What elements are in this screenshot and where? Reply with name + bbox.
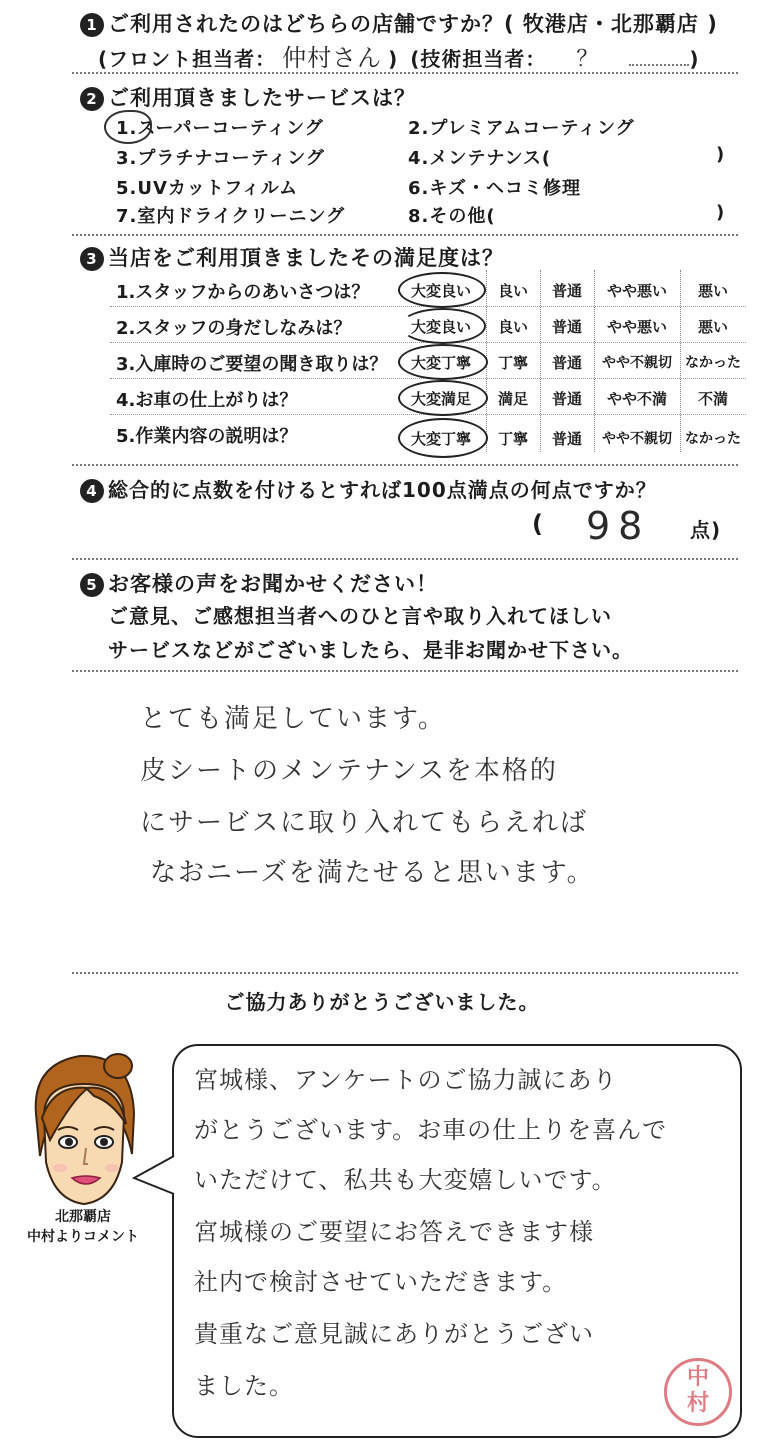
service-7: 7.室内ドライクリーニング [116,206,346,227]
rating-row-1-opt-3: 普通 [551,282,582,300]
rating-row-4-label: 4.お車の仕上がりは？ [116,390,298,411]
front-staff-label: (フロント担当者： [98,47,277,71]
thanks-message: ご協力ありがとうございました。 [224,990,540,1014]
stamp-char-2: 村 [686,1391,709,1416]
q4-number-badge: 4 [80,479,104,503]
rating-row-5-opt-2: 丁寧 [497,430,528,448]
rating-row-2-opt-4: やや悪い [606,318,667,336]
speech-bubble-tail [132,1152,176,1202]
tech-staff-value: ？ [576,47,600,72]
tech-staff-label: (技術担当者： [410,47,547,71]
q1-number-badge: 1 [80,13,104,37]
separator-1 [72,72,738,74]
rating-row-5-opt-5: なかった [685,431,741,447]
q3-question [80,242,504,272]
rating-row-3-opt-2: 丁寧 [497,354,528,372]
staff-caption-1: 北那覇店 [55,1209,111,1225]
rating-row-2-selection-circle [400,308,486,344]
service-6: 6.キズ・ヘコミ修理 [408,178,582,199]
service-1-circle-mark [104,110,152,144]
q5-sub-1: ご意見、ご感想担当者へのひと言や取り入れてほしい [108,604,612,628]
rating-row-5-selection-circle [398,418,488,458]
q2-number-badge: 2 [80,87,104,111]
separator-6 [72,972,738,974]
q4-score-value: 98 [586,504,651,548]
q4-score-unit: 点) [690,518,722,542]
q1-staff-line [98,38,700,73]
q4-question-text: 総合的に点数を付けるとすれば100点満点の何点ですか？ [108,478,657,502]
rating-row-2-opt-3: 普通 [551,318,582,336]
rating-row-2-opt-5: 悪い [697,318,728,336]
q4-score-open: ( [532,510,544,538]
staff-caption-2: 中村よりコメント [27,1229,139,1245]
q5-question [80,568,438,598]
tech-staff-blank [629,64,689,66]
rating-row-2-label: 2.スタッフの身だしなみは？ [116,318,352,339]
front-staff-value: 仲村さん [282,44,383,72]
rating-row-4-opt-2: 満足 [497,390,528,408]
rating-row-4-opt-5: 不満 [697,390,728,408]
service-8: 8.その他( [408,206,496,227]
rating-row-5-label: 5.作業内容の説明は？ [116,426,298,447]
customer-comment-line-4: なおニーズを満たせると思います。 [150,858,595,888]
staff-reply-line-5: 社内で検討させていただきます。 [194,1268,568,1296]
customer-comment-line-2: 皮シートのメンテナンスを本格的 [140,756,558,786]
rating-row-5-opt-4: やや不親切 [602,431,672,447]
q5-sub-2: サービスなどがございましたら、是非お聞かせ下さい。 [108,638,633,662]
separator-5 [72,670,738,672]
rating-row-1-label: 1.スタッフからのあいさつは？ [116,282,370,303]
rating-row-1-opt-2: 良い [497,282,528,300]
rating-row-5-opt-1: 大変丁寧 [410,430,471,448]
staff-avatar [14,1044,150,1220]
q1-question [80,8,718,38]
customer-comment-line-3: にサービスに取り入れてもらえれば [140,808,589,838]
q3-number-badge: 3 [80,247,104,271]
rating-row-1-selection-circle [398,272,486,308]
rating-row-2-opt-1: 大変良い [410,318,471,336]
service-8-close: ) [716,202,726,223]
rating-row-1-opt-4: やや悪い [606,282,667,300]
rating-row-3-opt-3: 普通 [551,354,582,372]
staff-avatar-illustration [14,1044,150,1220]
separator-2 [72,234,738,236]
staff-reply-line-2: がとうございます。お車の仕上りを喜んで [194,1116,668,1144]
staff-reply-line-3: いただけて、私共も大変嬉しいです。 [194,1166,617,1194]
rating-row-3-opt-5: なかった [685,355,741,371]
customer-comment-line-1: とても満足しています。 [140,704,446,734]
rating-row-3-opt-4: やや不親切 [602,355,672,371]
rating-row-4-opt-4: やや不満 [606,390,667,408]
rating-row-3-label: 3.入庫時のご要望の聞き取りは？ [116,354,388,375]
q1-question-text: ご利用されたのはどちらの店舗ですか？( 牧港店・北那覇店 ) [108,12,718,36]
rating-row-4-opt-1: 大変満足 [410,390,471,408]
rating-row-1-opt-1: 大変良い [410,282,471,300]
rating-row-3-opt-1: 大変丁寧 [410,354,471,372]
separator-3 [72,464,738,466]
service-4-close: ) [716,144,726,165]
q5-number-badge: 5 [80,573,104,597]
rating-row-1-opt-5: 悪い [697,282,728,300]
service-2: 2.プレミアムコーティング [408,118,635,139]
q2-question [80,82,416,112]
q5-question-text: お客様の声をお聞かせください！ [108,572,438,596]
service-3: 3.プラチナコーティング [116,148,325,169]
staff-reply-line-7: ました。 [194,1372,294,1400]
name-stamp [664,1358,732,1426]
staff-reply-line-6: 貴重なご意見誠にありがとうござい [194,1320,594,1348]
rating-row-3-selection-circle [398,344,488,380]
service-1: 1.スーパーコーティング [116,118,324,139]
service-5: 5.UVカットフィルム [116,178,299,199]
q4-question [80,474,657,503]
rating-row-4-opt-3: 普通 [551,390,582,408]
rating-row-5-opt-3: 普通 [551,430,582,448]
tech-staff-close: ) [689,47,700,71]
rating-row-2-opt-2: 良い [497,318,528,336]
front-staff-close: ) [388,47,399,71]
staff-reply-line-1: 宮城様、アンケートのご協力誠にあり [194,1066,618,1094]
staff-reply-line-4: 宮城様のご要望にお答えできます様 [194,1218,594,1246]
rating-row-4-selection-circle [398,380,488,416]
q3-question-text: 当店をご利用頂きましたその満足度は？ [108,246,504,270]
service-4: 4.メンテナンス( [408,148,552,169]
separator-4 [72,558,738,560]
stamp-char-1: 中 [686,1365,709,1390]
q2-question-text: ご利用頂きましたサービスは？ [108,86,416,110]
